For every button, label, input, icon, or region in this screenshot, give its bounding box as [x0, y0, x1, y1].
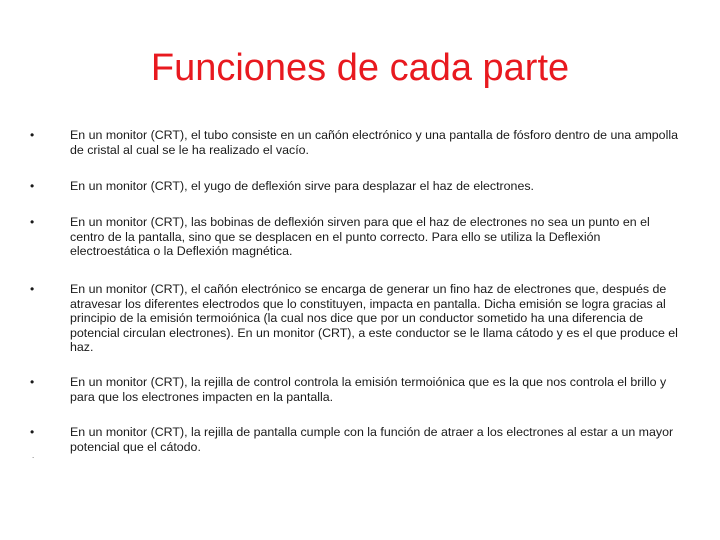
- bullet-icon: •: [30, 179, 35, 193]
- slide-title: Funciones de cada parte: [150, 47, 570, 89]
- list-item-text: En un monitor (CRT), la rejilla de pantalla cumple con la función de atraer a los electrones al estar a un mayor potencial que el cátodo.: [70, 425, 674, 454]
- bullet-icon: •: [30, 425, 35, 439]
- list-item-text: En un monitor (CRT), la rejilla de control controla la emisión termoiónica que es la que nos controla el brillo y para que los electrones impacten en la pantalla.: [70, 375, 667, 404]
- list-item-text: En un monitor (CRT), el tubo consiste en un cañón electrónico y una pantalla de fósforo dentro de una ampolla de cristal al cual se le ha realizado el vacío.: [70, 128, 678, 157]
- stray-mark: .: [32, 451, 35, 460]
- bullet-icon: •: [30, 375, 35, 389]
- list-item-text: En un monitor (CRT), el yugo de deflexión sirve para desplazar el haz de electrones.: [70, 179, 534, 193]
- bullet-icon: •: [30, 282, 35, 296]
- bullet-icon: •: [30, 215, 35, 229]
- list-item-text: En un monitor (CRT), las bobinas de deflexión sirven para que el haz de electrones no sea un punto en el centro de la pantalla, sino que se desplacen en el punto correcto. Para ello se utiliza la Deflexión electroestática o la Deflexión magnética.: [70, 215, 650, 259]
- bullet-icon: •: [30, 128, 35, 142]
- list-item-text: En un monitor (CRT), el cañón electrónico se encarga de generar un fino haz de electrones que, después de atravesar los diferentes electrodos que lo constituyen, impacta en pantalla. Dicha emisión se logra gracias al principio de la emisión termoiónica (la cual nos dice que por un conductor sometido ha una diferencia de potencial circulan electrones). En un monitor (CRT), a este conductor se le llama cátodo y es el que produce el haz.: [70, 282, 678, 355]
